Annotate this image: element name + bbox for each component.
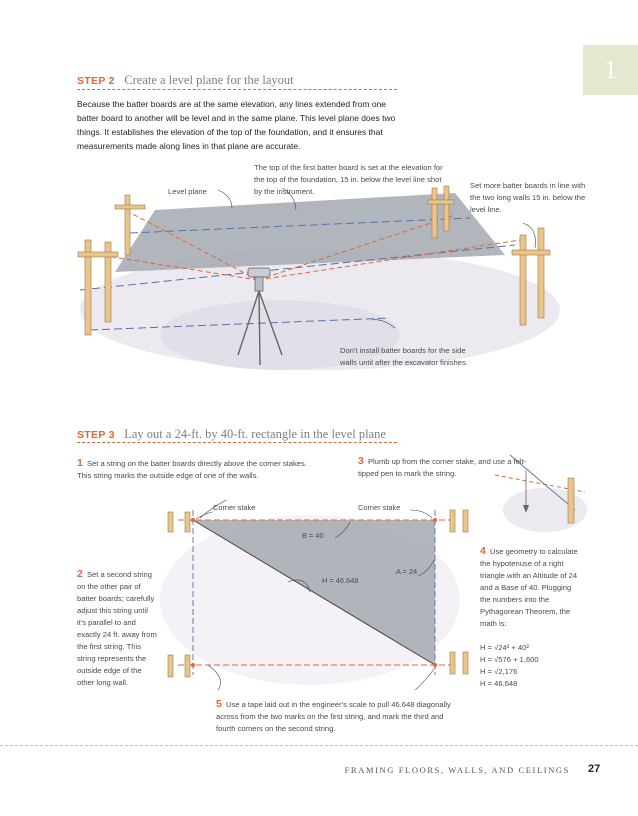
step2-heading — [77, 71, 294, 89]
step3-callout-5 — [216, 698, 461, 735]
step3-callout-5-number: 5 — [216, 698, 222, 710]
label-corner-stake-right: Corner stake — [358, 503, 401, 512]
step3-callout-4-text: Use geometry to calculate the hypotenuse of a right triangle with an Altitude of 24 and a Base of 40. Plugging the numbers into the Pythagorean Theorem, the math is: — [480, 547, 578, 628]
label-hypotenuse: H = 46.648 — [322, 576, 359, 585]
callout-5-leader-right — [405, 668, 435, 690]
label-altitude: A = 24 — [396, 567, 418, 576]
callout-level-plane: Level plane — [168, 187, 207, 196]
math-line: H = √576 + 1,600 — [480, 655, 539, 664]
step3-heading — [77, 425, 386, 443]
step3-label: STEP 3 — [77, 429, 115, 441]
step3-callout-4-number: 4 — [480, 545, 486, 557]
step3-callout-2-text: Set a second string on the other pair of batter boards; carefully adjust this string until it's parallel to and exactly 24 ft. away from the first string. This string represents the outside edge of the other long wall. — [77, 570, 157, 687]
pythagorean-math — [480, 642, 580, 690]
step3-callout-3-number: 3 — [358, 455, 364, 467]
math-line: H = √24² + 40² — [480, 643, 529, 652]
step3-callout-1-text: Set a string on the batter boards directly above the corner stakes. This string marks the outside edge of one of the walls. — [77, 459, 307, 480]
step3-callout-1 — [77, 457, 322, 482]
chapter-tab — [583, 45, 638, 95]
step2-label: STEP 2 — [77, 75, 115, 87]
step3-callout-2 — [77, 568, 159, 689]
step3-callout-1-number: 1 — [77, 457, 83, 469]
step3-callout-4 — [480, 545, 580, 690]
math-line: H = 46.648 — [480, 679, 518, 688]
callout-first-batter-board: The top of the first batter board is set at the elevation for the top of the foundation, 15 in. below the level line shot by the instrument. — [254, 163, 443, 196]
step2-intro: Because the batter boards are at the same elevation, any lines extended from one batter board to another will be level and in the same plane. This level plane does two things. It establishes the elevation of the top of the foundation, and it ensures that measurements made along lines in that plane are accurate. — [77, 99, 396, 151]
chapter-number: 1 — [604, 55, 617, 84]
callout-5-leader — [208, 665, 221, 690]
step3-callout-3-text: Plumb up from the corner stake, and use a felt-tipped pen to mark the string. — [358, 457, 527, 478]
step2-title: Create a level plane for the layout — [124, 73, 294, 87]
step3-callout-2-number: 2 — [77, 568, 83, 580]
step3-rule — [77, 442, 397, 443]
page-number: 27 — [588, 763, 601, 775]
callout-side-walls: Don't install batter boards for the side walls until after the excavator finishes. — [340, 346, 468, 367]
inset-batter-board — [568, 478, 574, 523]
step2-rule — [77, 89, 397, 90]
rectangle-layout-diagram — [160, 500, 480, 690]
running-head: FRAMING FLOORS, WALLS, AND CEILINGS — [344, 765, 570, 775]
step3-callout-3 — [358, 455, 528, 480]
step3-callout-5-text: Use a tape laid out in the engineer's scale to pull 46.648 diagonally across from the two marks on the first string, and mark the third and fourth corners on the second string. — [216, 700, 451, 733]
math-line: H = √2,176 — [480, 667, 518, 676]
label-corner-stake-left: Corner stake — [213, 503, 256, 512]
footer-rule — [0, 745, 638, 746]
callout-more-batter-boards: Set more batter boards in line with the two long walls 15 in. below the level line. — [470, 181, 586, 214]
step3-title: Lay out a 24-ft. by 40-ft. rectangle in the level plane — [124, 427, 386, 441]
label-base: B = 40 — [302, 531, 324, 540]
